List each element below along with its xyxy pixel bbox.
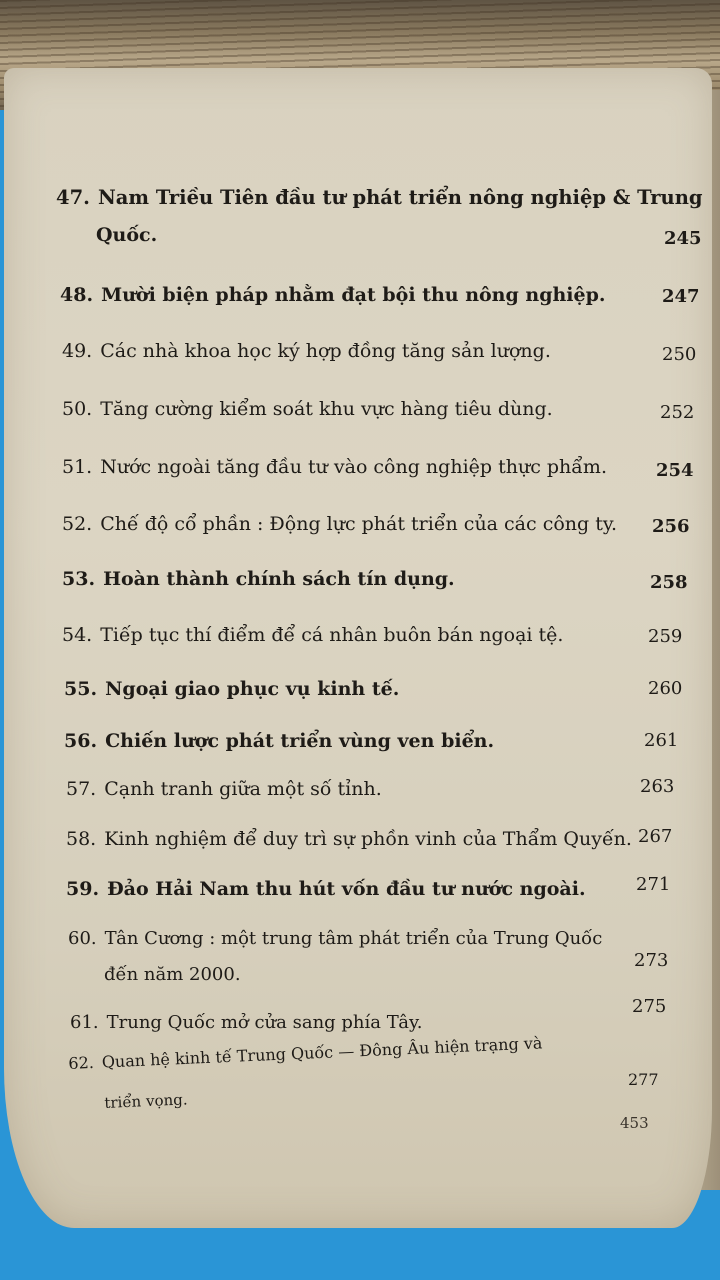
toc-entry: [56, 186, 703, 209]
toc-page-number: 260: [648, 678, 683, 699]
toc-entry: [66, 878, 586, 900]
toc-page-number: 271: [636, 874, 671, 895]
toc-page-number: 250: [662, 344, 697, 365]
toc-entry: [62, 513, 617, 535]
toc-entry-continuation: triển vọng.: [104, 1090, 188, 1112]
toc-entry-title: Các nhà khoa học ký hợp đồng tăng sản lượng.: [100, 340, 551, 362]
toc-entry-number: 49.: [62, 340, 93, 362]
toc-entry-title: Tiếp tục thí điểm để cá nhân buôn bán ngoại tệ.: [100, 624, 564, 646]
toc-entry: [66, 778, 382, 800]
toc-entry-number: 61.: [70, 1012, 99, 1033]
toc-entry-title: Kinh nghiệm để duy trì sự phồn vinh của Thẩm Quyến.: [104, 828, 632, 850]
toc-entry-number: 53.: [62, 568, 96, 590]
toc-entry-number: 60.: [68, 928, 97, 949]
toc-entry: [62, 568, 455, 590]
toc-entry-number: 55.: [64, 678, 98, 700]
toc-page-number: 261: [644, 730, 679, 751]
toc-entry: [62, 624, 563, 646]
toc-page-number: 259: [648, 626, 683, 647]
toc-entry-number: 50.: [62, 398, 93, 420]
toc-entry-continuation: Quốc.: [96, 224, 158, 246]
toc-entry-number: 51.: [62, 456, 93, 478]
toc-entry-number: 52.: [62, 513, 93, 535]
toc-entry-title: Tân Cương : một trung tâm phát triển của Trung Quốc: [104, 928, 603, 949]
toc-entry-number: 57.: [66, 778, 97, 800]
toc-page-number: 275: [632, 996, 667, 1017]
toc-entry: [60, 284, 606, 306]
toc-entry-title: Nước ngoài tăng đầu tư vào công nghiệp thực phẩm.: [100, 456, 607, 478]
toc-page-number: 247: [662, 286, 700, 307]
toc-page-number: 267: [638, 826, 673, 847]
toc-page-number: 254: [656, 460, 694, 481]
toc-entry: [64, 730, 494, 752]
toc-entry-number: 48.: [60, 284, 94, 306]
toc-entry-title: Chiến lược phát triển vùng ven biển.: [105, 730, 495, 752]
toc-entry: [62, 456, 607, 478]
toc-entry: [70, 1012, 422, 1033]
toc-entry-title: Tăng cường kiểm soát khu vực hàng tiêu dùng.: [100, 398, 553, 420]
toc-entry-number: 47.: [56, 186, 90, 209]
toc-page-number: 273: [634, 950, 669, 971]
toc-entry: [64, 678, 399, 700]
toc-entry-title: Mười biện pháp nhằm đạt bội thu nông nghiệp.: [101, 284, 606, 306]
toc-page-number: 277: [628, 1070, 659, 1089]
toc-entry-title: Trung Quốc mở cửa sang phía Tây.: [106, 1012, 423, 1033]
toc-entry: [68, 1033, 543, 1073]
toc-entry-number: 56.: [64, 730, 98, 752]
toc-entry: [66, 828, 632, 850]
toc-page-number: 256: [652, 516, 690, 537]
toc-page-number: 245: [664, 228, 702, 249]
toc-entry-title: Chế độ cổ phần : Động lực phát triển của các công ty.: [100, 513, 618, 535]
toc-entry-number: 54.: [62, 624, 93, 646]
toc-entry: [68, 928, 602, 949]
toc-page-number: 263: [640, 776, 675, 797]
toc-entry-title: Hoàn thành chính sách tín dụng.: [103, 568, 455, 590]
toc-entry-continuation: đến năm 2000.: [104, 964, 241, 985]
toc-entry-title: Đảo Hải Nam thu hút vốn đầu tư nước ngoài.: [107, 878, 586, 900]
toc-entry-title: Cạnh tranh giữa một số tỉnh.: [104, 778, 382, 800]
toc-entry-title: Ngoại giao phục vụ kinh tế.: [105, 678, 400, 700]
toc-page-number: 252: [660, 402, 695, 423]
toc-entry-number: 58.: [66, 828, 97, 850]
toc-page-number: 258: [650, 572, 688, 593]
toc-entry-title: Quan hệ kinh tế Trung Quốc — Đông Âu hiện trạng và: [101, 1033, 543, 1072]
toc-entry: [62, 340, 551, 362]
toc-entry-number: 59.: [66, 878, 100, 900]
toc-entry: [62, 398, 553, 420]
toc-entry-number: 62.: [68, 1052, 95, 1073]
page-folio-number: 453: [620, 1114, 649, 1132]
toc-entry-title: Nam Triều Tiên đầu tư phát triển nông nghiệp & Trung: [97, 186, 703, 209]
